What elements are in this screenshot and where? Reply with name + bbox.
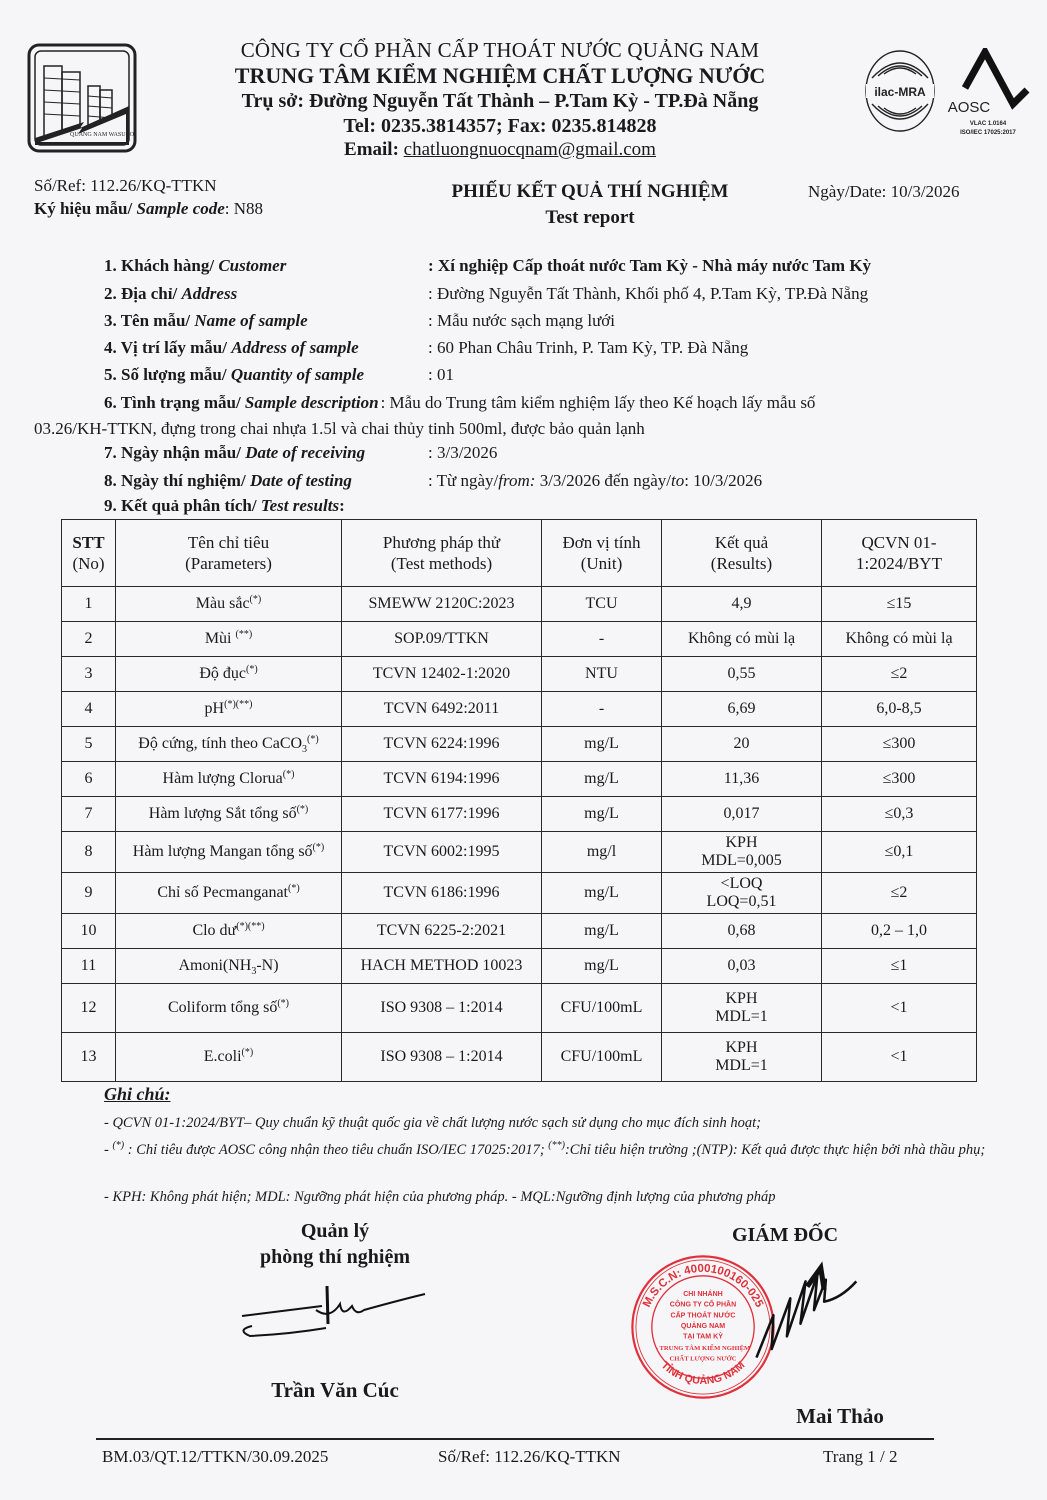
aosc-logo [943,48,1033,138]
info-value-address: : Đường Nguyễn Tất Thành, Khối phố 4, P.Tam Kỳ, TP.Đà Nẵng [428,284,869,303]
ilac-text: ilac-MRA [874,85,926,99]
cell-no: 2 [62,622,116,657]
note-2: - (*) : Chỉ tiêu được AOSC công nhận theo tiêu chuẩn ISO/IEC 17025:2017; (**):Chỉ tiêu hiện trường ;(NTP): Kết quả được thực hiện bởi nhà thầu phụ; [104,1140,986,1158]
stamp-line-7: CHẤT LƯỢNG NƯỚC [669,1355,737,1363]
cell-unit: - [542,692,662,727]
info-label-quantity: 5. Số lượng mẫu/ Quantity of sample [104,365,365,384]
lab-manager-name: Trần Văn Cúc [271,1378,399,1402]
sample-code-label: Ký hiệu mẫu/ [34,199,137,218]
cell-method: TCVN 6002:1995 [342,832,542,873]
cell-unit: mg/L [542,949,662,984]
info-label-sample-name: 3. Tên mẫu/ Name of sample [104,311,308,330]
info-value-description: : Mẫu do Trung tâm kiểm nghiệm lấy theo Kế hoạch lấy mẫu số [380,393,816,412]
info-row-address [104,284,1004,304]
cell-result: 11,36 [662,762,822,797]
col-header-methods: Phương pháp thử (Test methods) [342,520,542,587]
lab-manager-title-line2: phòng thí nghiệm [259,1246,411,1268]
cell-method: TCVN 6194:1996 [342,762,542,797]
email-line [150,139,850,161]
cell-unit: mg/L [542,727,662,762]
stamp-line-2: CÔNG TY CỔ PHẦN [669,1301,737,1309]
cell-method: TCVN 6177:1996 [342,797,542,832]
table-row [62,727,977,762]
table-row [62,692,977,727]
table-row [62,949,977,984]
cell-method: ISO 9308 – 1:2014 [342,984,542,1033]
cell-method: HACH METHOD 10023 [342,949,542,984]
stamp-line-1: CHI NHÁNH [683,1291,723,1299]
company-name: CÔNG TY CỔ PHẦN CẤP THOÁT NƯỚC QUẢNG NAM [240,38,760,62]
email-link[interactable]: chatluongnuocqnam@gmail.com [403,139,656,160]
cell-no: 5 [62,727,116,762]
cell-unit: mg/L [542,797,662,832]
cell-limit: ≤300 [822,762,977,797]
info-value-testing-date: : Từ ngày/from: 3/3/2026 đến ngày/to: 10/3/2026 [428,471,763,490]
info-row-customer [104,256,1004,276]
cell-limit: ≤0,3 [822,797,977,832]
table-row [62,797,977,832]
cell-limit: Không có mùi lạ [822,622,977,657]
info-row-sample-name [104,311,1004,331]
cell-parameter: $Amoni(NH_3-N)$ [116,949,342,984]
info-value-customer: : Xí nghiệp Cấp thoát nước Tam Kỳ - Nhà máy nước Tam Kỳ [428,256,872,275]
report-title: PHIẾU KẾT QUẢ THÍ NGHIỆM [451,181,729,202]
director-name: Mai Thảo [796,1404,884,1428]
cell-parameter: Màu sắc(*) [116,587,342,622]
table-row [62,984,977,1033]
cell-limit: 0,2 – 1,0 [822,914,977,949]
table-row [62,587,977,622]
cell-no: 13 [62,1033,116,1082]
info-label-address: 2. Địa chỉ/ Address [104,284,238,303]
col-header-standard: QCVN 01- 1:2024/BYT [822,520,977,587]
phone-fax: Tel: 0235.3814357; Fax: 0235.814828 [343,115,657,137]
footer-form-code: BM.03/QT.12/TTKN/30.09.2025 [102,1447,329,1466]
info-value-sample-location: : 60 Phan Châu Trinh, P. Tam Kỳ, TP. Đà Nẵng [428,338,749,357]
aosc-text: AOSC [947,99,991,116]
cell-no: 6 [62,762,116,797]
report-ref: Số/Ref: 112.26/KQ-TTKN [34,176,217,195]
cell-parameter: Coliform tổng số(*) [116,984,342,1033]
stamp-ring-text: M.S.C.N: 4000100160-025 [640,1262,766,1310]
info-label-description: 6. Tình trạng mẫu/ Sample description [104,393,379,412]
cell-limit: 6,0-8,5 [822,692,977,727]
table-header-row [62,520,977,587]
table-row [62,1033,977,1082]
cell-result: 4,9 [662,587,822,622]
cell-parameter: Hàm lượng Mangan tổng số(*) [116,832,342,873]
table-row [62,657,977,692]
cell-unit: mg/L [542,914,662,949]
cell-parameter: pH(*)(**) [116,692,342,727]
info-row-description [104,393,1004,413]
cell-limit: ≤1 [822,949,977,984]
cell-unit: mg/L [542,873,662,914]
cell-result: 6,69 [662,692,822,727]
company-logo [26,42,138,154]
sample-code [34,199,263,219]
info-row-receiving-date [104,443,1004,463]
info-row-sample-location [104,338,1004,358]
sample-code-value: : N88 [224,199,264,218]
info-label-customer: 1. Khách hàng/ Customer [104,256,287,275]
cell-no: 1 [62,587,116,622]
cell-result: 0,55 [662,657,822,692]
table-row [62,832,977,873]
cell-parameter: Độ cứng, tính theo CaCO$_3$(*) [116,727,342,762]
info-row-test-results [104,496,1004,516]
report-title-en: Test report [545,207,635,228]
col-header-parameters: Tên chỉ tiêu (Parameters) [116,520,342,587]
col-header-no: STT (No) [62,520,116,587]
cell-limit: <1 [822,1033,977,1082]
cell-no: 7 [62,797,116,832]
cell-unit: TCU [542,587,662,622]
cell-result: 0,68 [662,914,822,949]
cell-limit: ≤0,1 [822,832,977,873]
table-row [62,622,977,657]
results-table-body [62,587,977,1082]
stamp-line-5: TẠI TAM KỲ [683,1333,723,1341]
note-3: - KPH: Không phát hiện; MDL: Ngưỡng phát hiện của phương pháp. - MQL:Ngưỡng định lượng của phương pháp [104,1189,776,1205]
info-value-quantity: : 01 [428,365,454,384]
cell-limit: ≤300 [822,727,977,762]
cell-parameter: E.coli(*) [116,1033,342,1082]
cell-limit: ≤15 [822,587,977,622]
cell-unit: mg/L [542,762,662,797]
cell-unit: CFU/100mL [542,1033,662,1082]
stamp-line-4: QUẢNG NAM [680,1322,726,1330]
cell-method: TCVN 6225-2:2021 [342,914,542,949]
sample-code-label-en: Sample code [136,199,225,218]
director-signature [748,1256,858,1366]
cell-limit: ≤2 [822,873,977,914]
footer-divider [96,1438,934,1440]
director-title: GIÁM ĐỐC [731,1224,839,1246]
lab-manager-signature [230,1280,430,1350]
ilac-mra-logo [862,48,938,134]
cell-parameter: Độ đục(*) [116,657,342,692]
logo-text: QUANG NAM WASUCO [70,132,134,138]
cell-method: SOP.09/TTKN [342,622,542,657]
aosc-vlac-text: VLAC 1.0164 [969,121,1007,127]
center-name: TRUNG TÂM KIỂM NGHIỆM CHẤT LƯỢNG NƯỚC [234,63,766,88]
col-header-results: Kết quả (Results) [662,520,822,587]
cell-method: SMEWW 2120C:2023 [342,587,542,622]
office-address: Trụ sở: Đường Nguyễn Tất Thành – P.Tam Kỳ - TP.Đà Nẵng [241,90,759,112]
cell-result: 0,03 [662,949,822,984]
cell-method: TCVN 6186:1996 [342,873,542,914]
cell-parameter: Clo dư(*)(**) [116,914,342,949]
report-date: Ngày/Date: 10/3/2026 [808,182,960,201]
cell-method: TCVN 6492:2011 [342,692,542,727]
cell-no: 11 [62,949,116,984]
info-value-sample-name: : Mẫu nước sạch mạng lưới [428,311,616,330]
stamp-line-6: - TRUNG TÂM KIỂM NGHIỆM [655,1344,751,1352]
cell-no: 9 [62,873,116,914]
cell-method: TCVN 12402-1:2020 [342,657,542,692]
cell-limit: <1 [822,984,977,1033]
table-row [62,873,977,914]
cell-parameter: Hàm lượng Clorua(*) [116,762,342,797]
footer-ref: Số/Ref: 112.26/KQ-TTKN [438,1447,621,1466]
cell-result: <LOQ LOQ=0,51 [662,873,822,914]
table-row [62,762,977,797]
cell-unit: - [542,622,662,657]
info-label-test-results: 9. Kết quả phân tích/ Test results: [104,496,345,515]
notes-title: Ghi chú: [104,1084,171,1104]
col-header-unit: Đơn vị tính (Unit) [542,520,662,587]
stamp-line-3: CẤP THOÁT NƯỚC [670,1312,736,1320]
info-row-testing-date [104,471,1004,491]
cell-parameter: Chỉ số Pecmanganat(*) [116,873,342,914]
cell-result: Không có mùi lạ [662,622,822,657]
info-label-sample-location: 4. Vị trí lấy mẫu/ Address of sample [104,338,359,357]
info-value-description-cont: 03.26/KH-TTKN, đựng trong chai nhựa 1.5l và chai thủy tinh 500ml, được bảo quản lạnh [34,419,645,438]
stamp-bottom-text: TỈNH QUẢNG NAM [658,1359,748,1387]
table-row [62,914,977,949]
cell-no: 4 [62,692,116,727]
cell-result: KPH MDL=1 [662,984,822,1033]
cell-no: 8 [62,832,116,873]
cell-method: ISO 9308 – 1:2014 [342,1033,542,1082]
cell-limit: ≤2 [822,657,977,692]
aosc-iso-text: ISO/IEC 17025:2017 [960,130,1016,136]
cell-result: 0,017 [662,797,822,832]
cell-method: TCVN 6224:1996 [342,727,542,762]
email-label: Email: [344,139,399,160]
lab-manager-title-line1: Quản lý [300,1220,370,1242]
lab-manager-title [220,1218,450,1270]
cell-result: KPH MDL=0,005 [662,832,822,873]
info-value-receiving-date: : 3/3/2026 [428,443,498,462]
cell-unit: CFU/100mL [542,984,662,1033]
cell-unit: mg/l [542,832,662,873]
info-label-receiving-date: 7. Ngày nhận mẫu/ Date of receiving [104,443,366,462]
cell-no: 3 [62,657,116,692]
cell-parameter: Hàm lượng Sắt tổng số(*) [116,797,342,832]
info-label-testing-date: 8. Ngày thí nghiệm/ Date of testing [104,471,352,490]
cell-unit: NTU [542,657,662,692]
cell-result: 20 [662,727,822,762]
results-table [61,519,977,1082]
cell-result: KPH MDL=1 [662,1033,822,1082]
info-row-quantity [104,365,1004,385]
note-1: - QCVN 01-1:2024/BYT– Quy chuẩn kỹ thuật quốc gia về chất lượng nước sạch sử dụng cho mục đích sinh hoạt; [104,1115,761,1131]
cell-no: 12 [62,984,116,1033]
footer-page-number: Trang 1 / 2 [823,1447,898,1466]
cell-parameter: Mùi (**) [116,622,342,657]
cell-no: 10 [62,914,116,949]
